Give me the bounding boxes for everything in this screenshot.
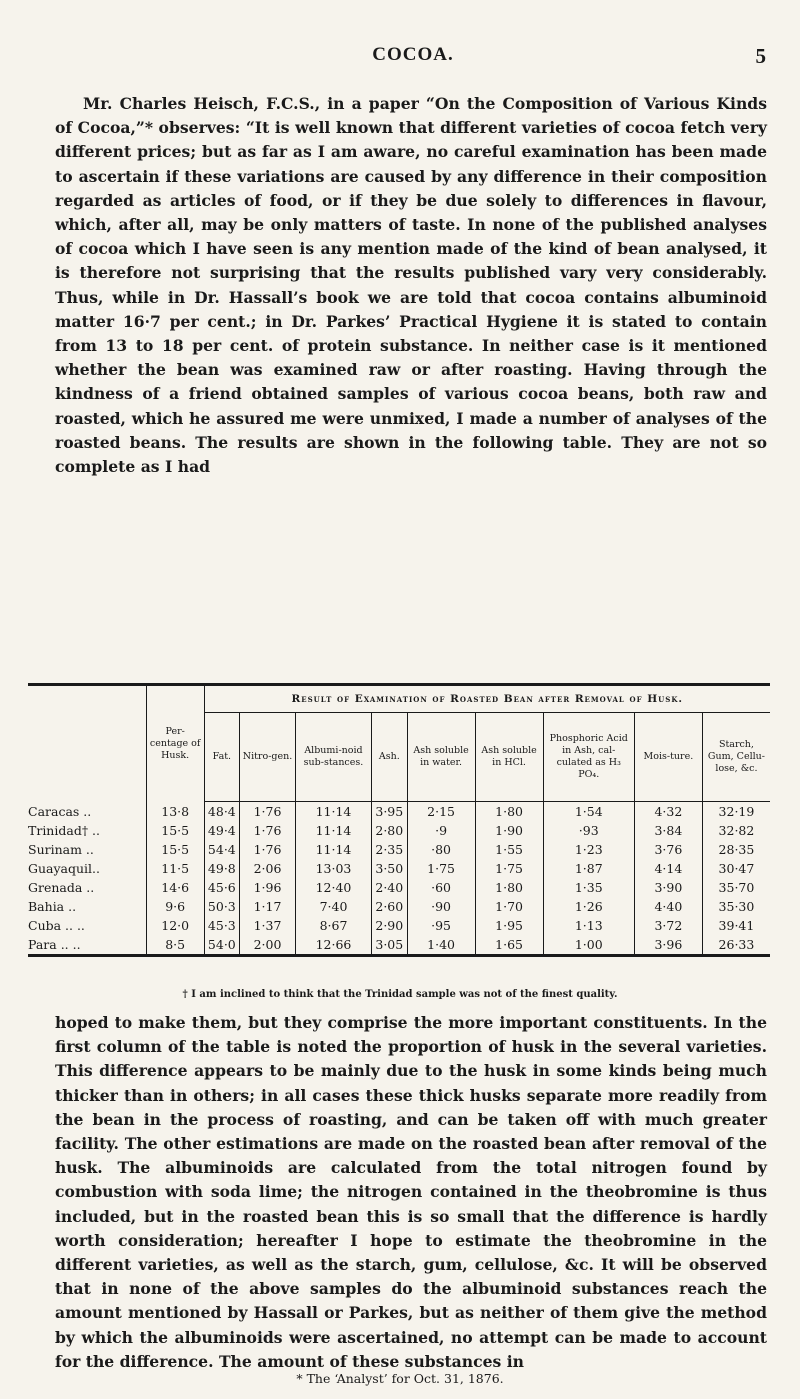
table-cell: 39·41 bbox=[702, 916, 770, 935]
variety-name: Bahia .. bbox=[28, 899, 77, 914]
table-cell: 3·76 bbox=[634, 840, 702, 859]
table-cell: 7·40 bbox=[295, 897, 371, 916]
variety-name: Grenada .. bbox=[28, 880, 95, 895]
variety-name: Para .. .. bbox=[28, 937, 81, 952]
table-cell: 1·95 bbox=[475, 916, 543, 935]
page-footnote: * The ‘Analyst’ for Oct. 31, 1876. bbox=[296, 1371, 504, 1386]
group-header: Result of Examination of Roasted Bean after Removal of Husk. bbox=[204, 686, 770, 713]
table-cell: 3·05 bbox=[372, 935, 408, 956]
table-cell: 15·5 bbox=[146, 840, 204, 859]
col-header: Nitro-gen. bbox=[240, 713, 296, 802]
table-cell: 2·80 bbox=[372, 821, 408, 840]
table-cell: 1·75 bbox=[475, 859, 543, 878]
table-cell: 48·4 bbox=[204, 802, 240, 822]
page-number: 5 bbox=[755, 44, 766, 68]
table-cell: 2·40 bbox=[372, 878, 408, 897]
table-cell: 49·4 bbox=[204, 821, 240, 840]
table-cell: 1·76 bbox=[240, 840, 296, 859]
table-cell: 9·6 bbox=[146, 897, 204, 916]
table-cell: 12·40 bbox=[295, 878, 371, 897]
col-header: Mois-ture. bbox=[634, 713, 702, 802]
table-cell: 35·70 bbox=[702, 878, 770, 897]
table-cell: 28·35 bbox=[702, 840, 770, 859]
table-cell: 1·75 bbox=[407, 859, 475, 878]
table-row bbox=[28, 840, 770, 859]
paragraph-intro: Mr. Charles Heisch, F.C.S., in a paper “On the Composition of Various Kinds of Cocoa,”* observes: “It is well known that different varieties of cocoa fetch very different prices; but as far as I am aware, no careful examination has been made to ascertain if these variations are caused by any difference in their composition regarded as articles of food, or if they be due solely to differences in flavour, which, after all, may be only matters of taste. In none of the published analyses of cocoa which I have seen is any mention made of the kind of bean analysed, it is therefore not surprising that the results published vary very considerably. Thus, while in Dr. Hassall’s book we are told that cocoa contains albuminoid matter 16·7 per cent.; in Dr. Parkes’ Practical Hygiene it is stated to contain from 13 to 18 per cent. of protein substance. In neither case is it mentioned whether the bean was examined raw or after roasting. Having through the kindness of a friend obtained samples of various cocoa beans, both raw and roasted, which he assured me were unmixed, I made a number of analyses of the roasted beans. The results are shown in the following table. They are not so complete as I had bbox=[55, 94, 767, 477]
table-cell: 35·30 bbox=[702, 897, 770, 916]
paragraph-continuation: hoped to make them, but they comprise the more important constituents. In the first column of the table is noted the proportion of husk in the several varieties. This difference appears to be mainly due to the husk in some kinds being much thicker than in others; in all cases these thick husks separate more readily from the bean in the process of roasting, and can be taken off with much greater facility. The other estimations are made on the roasted bean after removal of the husk. The albuminoids are calculated from the total nitrogen found by combustion with soda lime; the nitrogen contained in the theobromine is thus included, but in the roasted bean this is so small that the difference is hardly worth consideration; hereafter I hope to estimate the theobromine in the different varieties, as well as the starch, gum, cellulose, &c. It will be observed that in none of the above samples do the albuminoid substances reach the amount mentioned by Hassall or Parkes, but as neither of them give the method by which the albuminoids were ascertained, no attempt can be made to account for the difference. The amount of these substances in bbox=[55, 1013, 767, 1371]
analysis-table-wrapper bbox=[28, 683, 770, 976]
table-cell: 32·19 bbox=[702, 802, 770, 822]
table-cell: 1·17 bbox=[240, 897, 296, 916]
table-cell: 1·40 bbox=[407, 935, 475, 956]
variety-name: Trinidad† .. bbox=[28, 823, 100, 838]
table-cell: ·93 bbox=[543, 821, 634, 840]
table-cell: 2·15 bbox=[407, 802, 475, 822]
table-cell: 2·06 bbox=[240, 859, 296, 878]
table-cell: 1·90 bbox=[475, 821, 543, 840]
table-cell: 30·47 bbox=[702, 859, 770, 878]
table-cell: 2·00 bbox=[240, 935, 296, 956]
table-row bbox=[28, 802, 770, 822]
col-header: Ash soluble in HCl. bbox=[475, 713, 543, 802]
table-cell: 32·82 bbox=[702, 821, 770, 840]
table-cell: 3·84 bbox=[634, 821, 702, 840]
table-footnote: † I am inclined to think that the Trinidad sample was not of the finest quality. bbox=[182, 989, 618, 1000]
variety-name: Cuba .. .. bbox=[28, 918, 85, 933]
table-cell: 1·70 bbox=[475, 897, 543, 916]
table-cell: 54·0 bbox=[204, 935, 240, 956]
table-cell: 1·87 bbox=[543, 859, 634, 878]
table-cell: 13·8 bbox=[146, 802, 204, 822]
col-header: Fat. bbox=[204, 713, 240, 802]
col-header: Ash soluble in water. bbox=[407, 713, 475, 802]
col-header: Starch, Gum, Cellu-lose, &c. bbox=[702, 713, 770, 802]
table-row bbox=[28, 916, 770, 935]
table-cell: 2·90 bbox=[372, 916, 408, 935]
table-cell: 13·03 bbox=[295, 859, 371, 878]
table-cell: 3·96 bbox=[634, 935, 702, 956]
col-header: Ash. bbox=[372, 713, 408, 802]
table-cell: ·80 bbox=[407, 840, 475, 859]
cocoa-analysis-table bbox=[28, 683, 770, 976]
table-cell: 45·6 bbox=[204, 878, 240, 897]
table-row bbox=[28, 935, 770, 956]
table-row bbox=[28, 897, 770, 916]
table-cell: 1·96 bbox=[240, 878, 296, 897]
table-cell: 11·14 bbox=[295, 802, 371, 822]
table-cell: 1·80 bbox=[475, 802, 543, 822]
page-header bbox=[60, 44, 766, 74]
table-cell: ·95 bbox=[407, 916, 475, 935]
table-cell: ·9 bbox=[407, 821, 475, 840]
col-header: Albumi-noid sub-stances. bbox=[295, 713, 371, 802]
table-cell: 12·0 bbox=[146, 916, 204, 935]
table-cell: 4·32 bbox=[634, 802, 702, 822]
table-cell: ·90 bbox=[407, 897, 475, 916]
variety-name: Surinam .. bbox=[28, 842, 94, 857]
husk-header: Per-centage of Husk. bbox=[146, 686, 204, 802]
table-cell: 50·3 bbox=[204, 897, 240, 916]
table-cell: 1·76 bbox=[240, 821, 296, 840]
table-cell: 1·00 bbox=[543, 935, 634, 956]
table-cell: 11·5 bbox=[146, 859, 204, 878]
table-row bbox=[28, 878, 770, 897]
running-title: COCOA. bbox=[372, 44, 454, 65]
table-cell: 14·6 bbox=[146, 878, 204, 897]
table-cell: 1·13 bbox=[543, 916, 634, 935]
table-cell: 45·3 bbox=[204, 916, 240, 935]
table-cell: 54·4 bbox=[204, 840, 240, 859]
col-header: Phosphoric Acid in Ash, cal-culated as H₃ PO₄. bbox=[543, 713, 634, 802]
table-cell: 1·55 bbox=[475, 840, 543, 859]
table-cell: 11·14 bbox=[295, 840, 371, 859]
table-cell: 1·35 bbox=[543, 878, 634, 897]
table-cell: 26·33 bbox=[702, 935, 770, 956]
table-cell: 3·90 bbox=[634, 878, 702, 897]
table-cell: 8·5 bbox=[146, 935, 204, 956]
table-cell: 1·54 bbox=[543, 802, 634, 822]
table-cell: ·60 bbox=[407, 878, 475, 897]
table-row bbox=[28, 859, 770, 878]
table-cell: 2·35 bbox=[372, 840, 408, 859]
table-cell: 15·5 bbox=[146, 821, 204, 840]
table-cell: 1·76 bbox=[240, 802, 296, 822]
variety-header bbox=[28, 686, 146, 802]
table-cell: 1·37 bbox=[240, 916, 296, 935]
table-cell: 1·23 bbox=[543, 840, 634, 859]
table-cell: 49·8 bbox=[204, 859, 240, 878]
table-cell: 3·72 bbox=[634, 916, 702, 935]
table-cell: 3·95 bbox=[372, 802, 408, 822]
table-cell: 2·60 bbox=[372, 897, 408, 916]
variety-name: Caracas .. bbox=[28, 803, 92, 819]
table-cell: 4·14 bbox=[634, 859, 702, 878]
variety-name: Guayaquil.. bbox=[28, 861, 100, 876]
table-cell: 1·80 bbox=[475, 878, 543, 897]
table-cell: 4·40 bbox=[634, 897, 702, 916]
table-cell: 1·26 bbox=[543, 897, 634, 916]
table-cell: 8·67 bbox=[295, 916, 371, 935]
table-row bbox=[28, 821, 770, 840]
table-body bbox=[28, 802, 770, 956]
table-cell: 11·14 bbox=[295, 821, 371, 840]
table-cell: 3·50 bbox=[372, 859, 408, 878]
table-cell: 1·65 bbox=[475, 935, 543, 956]
table-cell: 12·66 bbox=[295, 935, 371, 956]
